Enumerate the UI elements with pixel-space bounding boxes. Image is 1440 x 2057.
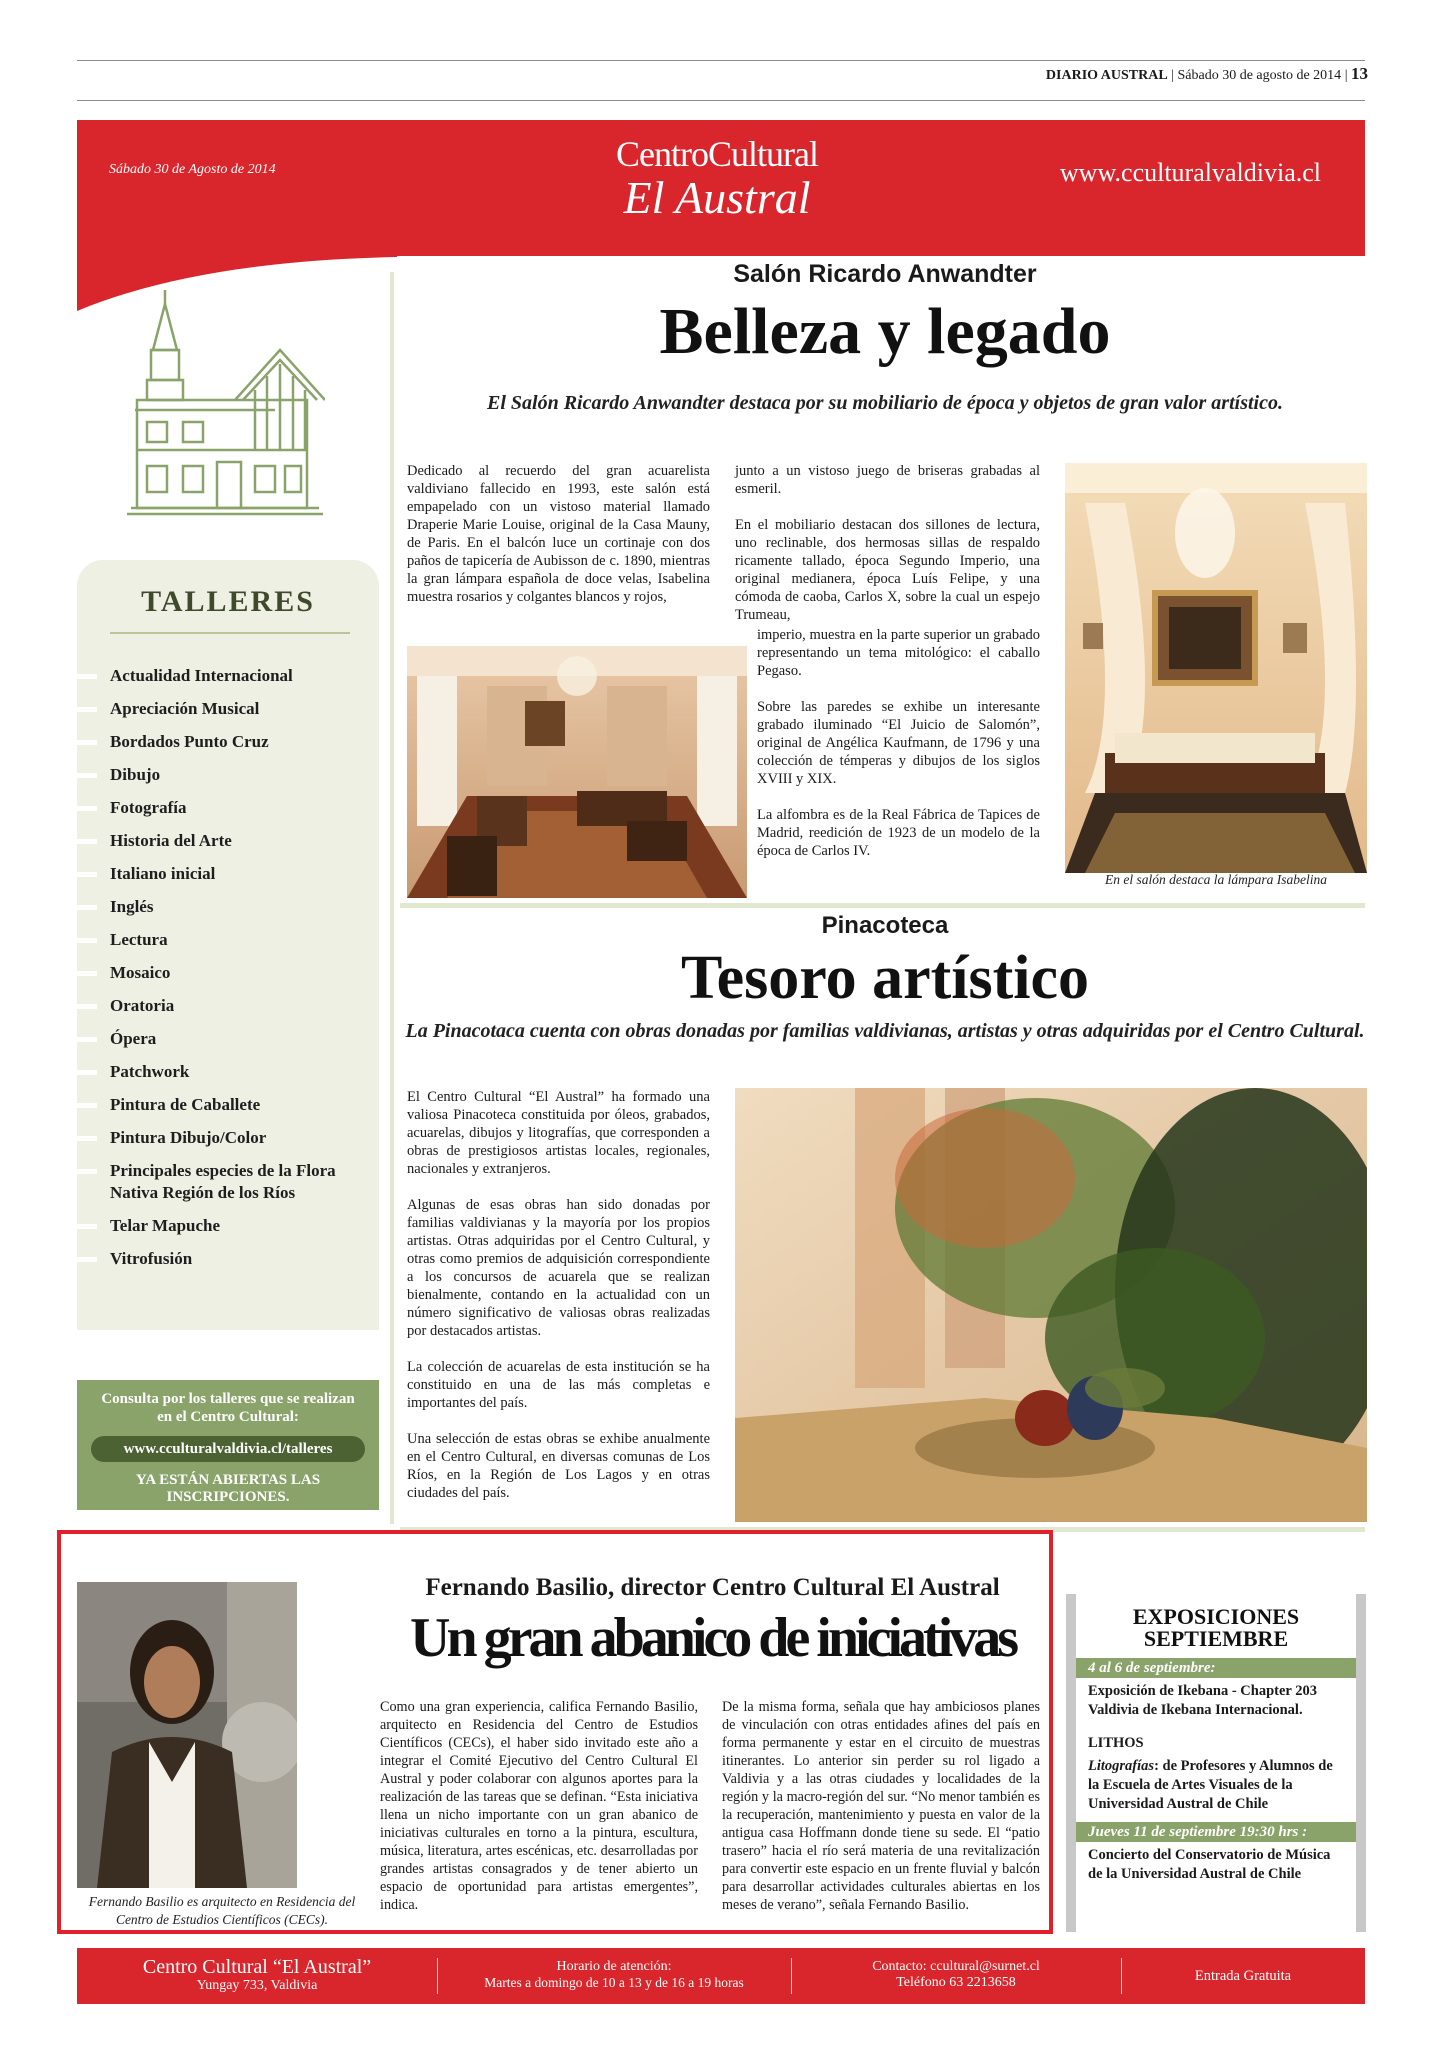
footer-name: Centro Cultural “El Austral” [142, 1956, 372, 1978]
footer-hours-cell [437, 1948, 791, 2004]
taller-item: Patchwork [110, 1061, 350, 1094]
exposiciones-panel [1066, 1594, 1366, 1932]
folio: DIARIO AUSTRAL | Sábado 30 de agosto de 2014 | 13 [1045, 64, 1368, 83]
talleres-cta [77, 1380, 379, 1510]
folio-date: Sábado 30 de agosto de 2014 [1177, 68, 1342, 83]
taller-item: Pintura de Caballete [110, 1094, 350, 1127]
footer-contact[interactable]: Contacto: ccultural@surnet.cl [872, 1959, 1040, 1974]
footer-band [77, 1948, 1365, 2004]
exposiciones-title: EXPOSICIONES SEPTIEMBRE [1132, 1604, 1300, 1651]
taller-item: Lectura [110, 929, 350, 962]
footer-hours: Martes a domingo de 10 a 13 y de 16 a 19 horas [484, 1975, 744, 1990]
talleres-title-rule [110, 632, 350, 634]
taller-item: Principales especies de la Flora Nativa Región de los Ríos [110, 1160, 350, 1215]
expo-lithos-title: LITHOS [1088, 1735, 1144, 1751]
article1-kicker: Salón Ricardo Anwandter [733, 260, 1037, 288]
watercolor-painting [735, 1088, 1367, 1522]
article2-headline: Tesoro artístico [680, 944, 1090, 1012]
article-separator-1 [400, 903, 1365, 908]
taller-item: Apreciación Musical [110, 698, 350, 731]
exposiciones-inner [1076, 1594, 1356, 1932]
taller-item: Italiano inicial [110, 863, 350, 896]
inscripciones-note: YA ESTÁN ABIERTAS LAS INSCRIPCIONES. [135, 1472, 321, 1505]
article2-p4: Una selección de estas obras se exhibe anualmente en el Centro Cultural, en diversas comunas de Los Ríos, en la Región de Los Lagos y en otras ciudades del país. [407, 1431, 710, 1501]
expo-lithos-text: : de Profesores y Alumnos de la Escuela de Artes Visuales de la Universidad Austral de Chile [1088, 1758, 1333, 1812]
taller-item: Mosaico [110, 962, 350, 995]
taller-item: Oratoria [110, 995, 350, 1028]
taller-item: Fotografía [110, 797, 350, 830]
article1-col1-text: Dedicado al recuerdo del gran acuarelista valdiviano fallecido en 1993, este salón está empapelado con un vistoso material llamado Draperie Marie Louise, original de la Casa Mauny, de Paris. En el balcón luce un cortinaje con dos paños de tapicería de Aubisson de c. 1890, mientras la gran lámpara española de doce velas, Isabelina muestra rosarios y colgantes blancos y rojos, [407, 463, 710, 605]
folio-rule [77, 100, 1365, 101]
article2-col [407, 1088, 710, 1520]
folio-paper: DIARIO AUSTRAL [1045, 68, 1168, 83]
taller-item: Pintura Dibujo/Color [110, 1127, 350, 1160]
taller-item: Bordados Punto Cruz [110, 731, 350, 764]
basilio-caption: Fernando Basilio es arquitecto en Residencia del Centro de Estudios Científicos (CECs). [88, 1894, 356, 1927]
taller-item: Telar Mapuche [110, 1215, 350, 1248]
page-number: 13 [1351, 64, 1368, 83]
article1-col2 [735, 462, 1040, 642]
article1-col3-text-c: La alfombra es de la Real Fábrica de Tapices de Madrid, reedición de 1923 de un modelo de la época de Carlos IV. [757, 807, 1040, 859]
talleres-link[interactable]: www.cculturalvaldivia.cl/talleres [91, 1436, 365, 1462]
expo-date-2: Jueves 11 de septiembre 19:30 hrs : [1076, 1822, 1356, 1842]
taller-item: Vitrofusión [110, 1248, 350, 1281]
expo-event-1: Exposición de Ikebana - Chapter 203 Valdivia de Ikebana Internacional. [1088, 1683, 1317, 1718]
footer-hours-label: Horario de atención: [556, 1959, 672, 1974]
article3-kicker: Fernando Basilio, director Centro Cultural El Austral [425, 1574, 1000, 1601]
header-url[interactable]: www.cculturalvaldivia.cl [1059, 158, 1321, 187]
talleres-title: TALLERES [141, 585, 315, 618]
article2-p2: Algunas de esas obras han sido donadas por familias valdivianas y la mayoría por los propios artistas. Otras adquiridas por el Centro Cultural, y otras como premios de adquisición correspondiente a los concursos de acuarela que se realizan bienalmente, contando en la actualidad con un número significativo de valiosas obras realizadas por destacados artistas. [407, 1197, 710, 1339]
article1-col2-text-b: En el mobiliario destacan dos sillones de lectura, uno reclinable, dos hermosas sillas de respaldo ricamente tallado, época Segundo Imperio, una original medianera, época Luís Felipe, y una cómoda de caoba, Carlos X, sobre la cual un espejo Trumeau, [735, 517, 1040, 623]
lampara-photo [1065, 463, 1367, 873]
expo-lithos-label: Litografías [1088, 1758, 1155, 1774]
top-rule [77, 60, 1365, 61]
logo-line-1: CentroCultural [616, 134, 818, 174]
house-illustration [125, 290, 325, 520]
article1-dek: El Salón Ricardo Anwandter destaca por su mobiliario de época y objetos de gran valor artístico. [487, 392, 1283, 414]
expo-lithos [1076, 1753, 1356, 1814]
article1-col3 [757, 626, 1040, 878]
taller-item: Actualidad Internacional [110, 665, 350, 698]
article3-col1-text: Como una gran experiencia, califica Fernando Basilio, arquitecto en Residencia del Centro de Estudios Científicos (CECs), el haber sido invitado este año a integrar el Comité Ejecutivo del Centro Cultural El Austral y poder colaborar con algunos aportes para la realización de las tareas que se definan. “Esta iniciativa llena un nicho importante con un gran abanico de iniciativas culturales en torno a la pintura, escultura, música, literatura, artes escénicas, etc. desarrolladas por grandes artistas consagrados y de tener abierto un espacio de oportunidad para artistas emergentes”, indica. [380, 1699, 698, 1913]
fernando-basilio-photo [77, 1582, 297, 1888]
expo-event-2: Concierto del Conservatorio de Música de la Universidad Austral de Chile [1088, 1847, 1331, 1882]
footer-name-cell [77, 1948, 437, 2004]
salon-photo [407, 646, 747, 898]
article2-dek: La Pinacotaca cuenta con obras donadas por familias valdivianas, artistas y otras adquiridas por el Centro Cultural. [405, 1020, 1365, 1042]
header-date: Sábado 30 de Agosto de 2014 [109, 162, 276, 177]
article2-kicker: Pinacoteca [821, 912, 949, 939]
article3-col2 [722, 1698, 1040, 1932]
article3-col2-text: De la misma forma, señala que hay ambiciosos planes de vinculación con otras entidades afines del país en forma permanente y estar en el circuito de muestras itinerantes. Lo anterior sin perder su rol ligado a Valdivia y a las otras ciudades y localidades de la región y la macro-región del sur. “No menor también es la recuperación, mantenimiento y puesta en valor de la antigua casa Hoffmann donde tiene su sede. El “patio trasero” hacia el río será materia de una revitalización para convertir este espacio en un frente fluvial y balcón para desarrollar actividades culturales abiertas en los meses de verano”, señala Fernando Basilio. [722, 1699, 1040, 1913]
cta-text: Consulta por los talleres que se realizan en el Centro Cultural: [101, 1391, 355, 1425]
article1-col1 [407, 462, 710, 624]
article3-headline: Un gran abanico de iniciativas [410, 1607, 1015, 1669]
article3-col1 [380, 1698, 698, 1932]
expo-date-1: 4 al 6 de septiembre: [1076, 1658, 1356, 1678]
taller-item: Dibujo [110, 764, 350, 797]
talleres-list [110, 665, 350, 1281]
header-band [77, 120, 1365, 256]
footer-entry: Entrada Gratuita [1194, 1968, 1292, 1984]
article1-headline: Belleza y legado [659, 295, 1111, 368]
article1-col2-text-a: junto a un vistoso juego de briseras grabadas al esmeril. [735, 463, 1040, 497]
centro-cultural-logo [602, 134, 832, 242]
article2-p1: El Centro Cultural “El Austral” ha formado una valiosa Pinacoteca constituida por óleos, grabados, acuarelas, dibujos y litografías, que corresponden a obras de prestigiosos artistas locales, regionales, nacionales y extranjeros. [407, 1089, 710, 1177]
footer-phone: Teléfono 63 2213658 [896, 1975, 1016, 1990]
logo-line-2: El Austral [623, 172, 811, 223]
article1-col3-text-a: imperio, muestra en la parte superior un grabado representando un tema mitológico: el caballo Pegaso. [757, 627, 1040, 679]
article2-p3: La colección de acuarelas de esta institución se ha constituido en una de las más completas e importantes del país. [407, 1359, 710, 1411]
footer-address: Yungay 733, Valdivia [196, 1978, 318, 1993]
lampara-caption: En el salón destaca la lámpara Isabelina [1105, 872, 1327, 887]
taller-item: Inglés [110, 896, 350, 929]
taller-item: Historia del Arte [110, 830, 350, 863]
footer-entry-cell [1121, 1948, 1365, 2004]
article1-col3-text-b: Sobre las paredes se exhibe un interesante grabado iluminado “El Juicio de Salomón”, original de Angélica Kaufmann, de 1796 y una colección de témperas y dibujos de los siglos XVIII y XIX. [757, 699, 1040, 787]
footer-contact-cell [791, 1948, 1121, 2004]
taller-item: Ópera [110, 1028, 350, 1061]
column-divider [390, 272, 394, 1524]
